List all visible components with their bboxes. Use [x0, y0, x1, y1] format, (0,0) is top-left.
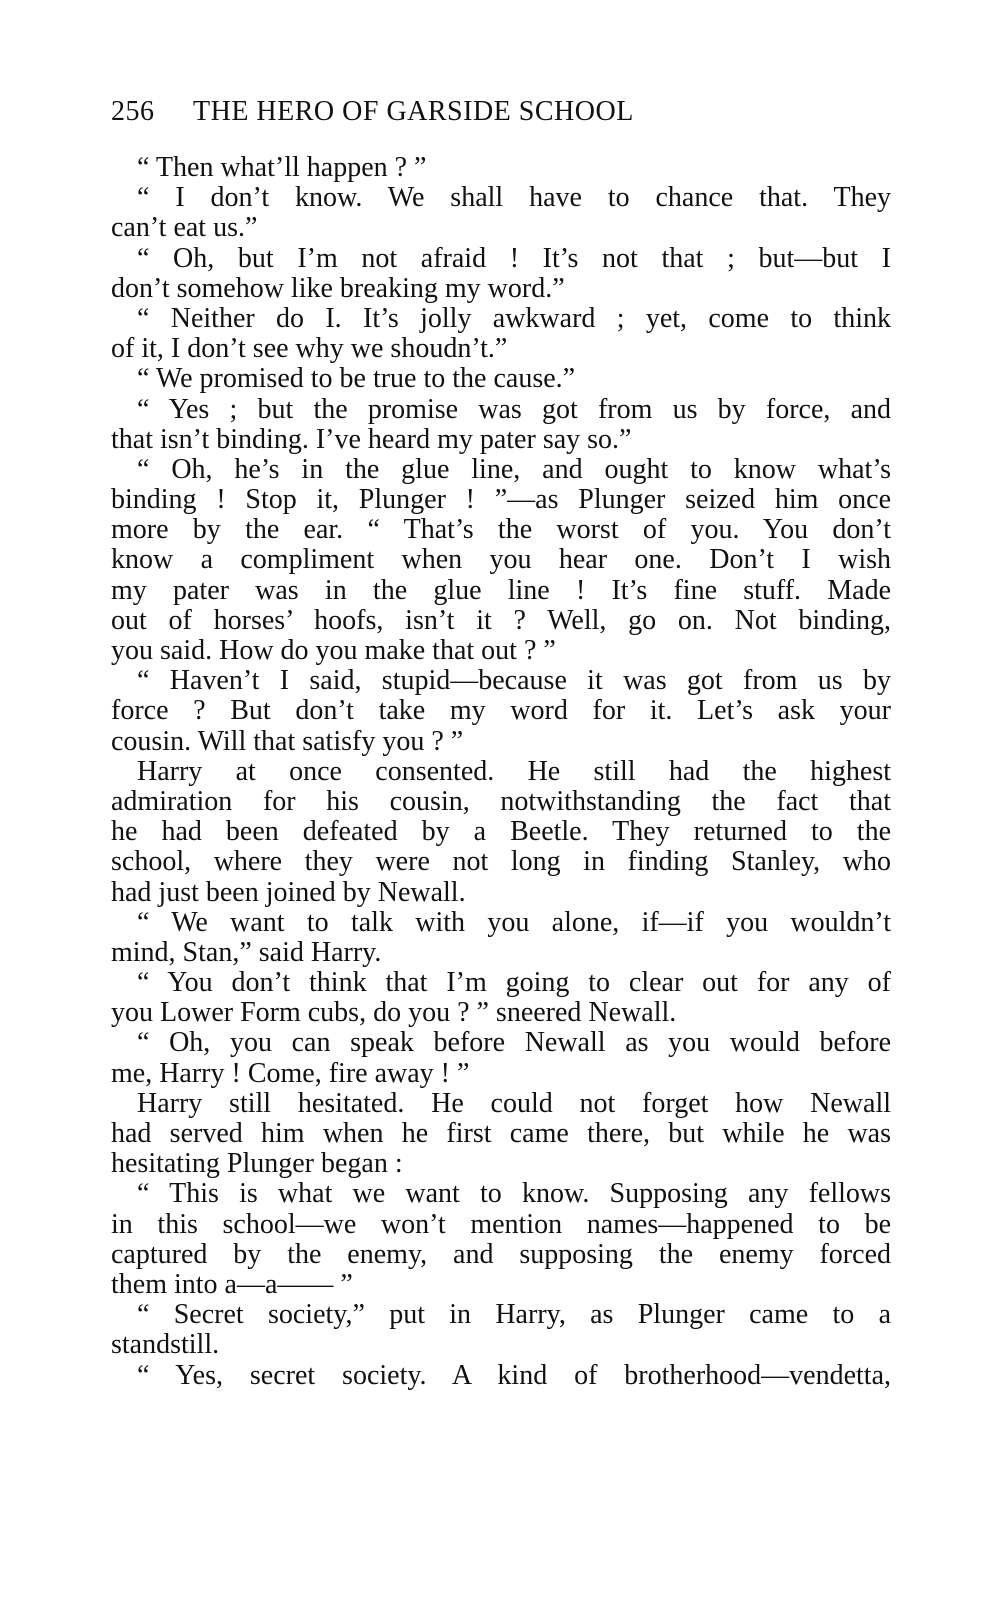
paragraph	[111, 455, 891, 666]
text-line: “ I don’t know. We shall have to chance that. They	[137, 182, 891, 214]
text-line: “ We want to talk with you alone, if—if you wouldn’t	[137, 906, 891, 938]
text-line: “ Yes ; but the promise was got from us by force, and	[137, 393, 891, 425]
paragraph	[111, 1028, 891, 1088]
paragraph	[111, 1300, 891, 1360]
text-line: can’t eat us.”	[111, 212, 258, 244]
text-line: admiration for his cousin, notwithstanding the fact that	[111, 785, 891, 817]
text-line: Harry at once consented. He still had the highest	[137, 755, 891, 787]
text-line: in this school—we won’t mention names—happened to be	[111, 1208, 891, 1240]
paragraph	[111, 244, 891, 304]
text-line: had just been joined by Newall.	[111, 876, 466, 908]
text-line: of it, I don’t see why we shoudn’t.”	[111, 333, 508, 365]
paragraph	[111, 1089, 891, 1180]
text-line: them into a—a—— ”	[111, 1268, 353, 1300]
text-line: binding ! Stop it, Plunger ! ”—as Plunger seized him once	[111, 484, 891, 516]
paragraph	[111, 304, 891, 364]
book-title: THE HERO OF GARSIDE SCHOOL	[193, 96, 634, 127]
page-number: 256	[111, 96, 155, 127]
text-line: standstill.	[111, 1329, 220, 1361]
paragraph	[111, 1361, 891, 1391]
text-line: “ Then what’ll happen ? ”	[137, 152, 427, 183]
text-line: school, where they were not long in finding Stanley, who	[111, 846, 891, 878]
body-text	[111, 153, 891, 1391]
text-line: my pater was in the glue line ! It’s fine stuff. Made	[111, 574, 891, 606]
paragraph	[111, 153, 891, 183]
text-line: he had been defeated by a Beetle. They returned to the	[111, 816, 891, 848]
paragraph	[111, 183, 891, 243]
running-head	[111, 96, 891, 128]
text-line: “ Secret society,” put in Harry, as Plunger came to a	[137, 1299, 891, 1331]
text-line: “ Yes, secret society. A kind of brotherhood—vendetta,	[137, 1359, 891, 1391]
text-line: you Lower Form cubs, do you ? ” sneered Newall.	[111, 997, 677, 1029]
text-line: “ We promised to be true to the cause.”	[137, 363, 576, 395]
text-line: “ Haven’t I said, stupid—because it was got from us by	[137, 665, 891, 697]
paragraph	[111, 364, 891, 394]
text-line: hesitating Plunger began :	[111, 1148, 403, 1180]
text-line: don’t somehow like breaking my word.”	[111, 272, 565, 304]
text-line: that isn’t binding. I’ve heard my pater say so.”	[111, 423, 632, 455]
text-line: “ You don’t think that I’m going to clear out for any of	[137, 967, 891, 999]
text-line: cousin. Will that satisfy you ? ”	[111, 725, 464, 757]
text-line: me, Harry ! Come, fire away ! ”	[111, 1057, 470, 1089]
text-line: out of horses’ hoofs, isn’t it ? Well, go on. Not binding,	[111, 604, 891, 636]
text-line: you said. How do you make that out ? ”	[111, 635, 556, 666]
paragraph	[111, 1179, 891, 1300]
text-line: captured by the enemy, and supposing the enemy forced	[111, 1238, 891, 1270]
text-line: “ Oh, but I’m not afraid ! It’s not that ; but—but I	[137, 242, 891, 274]
text-line: more by the ear. “ That’s the worst of you. You don’t	[111, 514, 891, 546]
text-line: “ This is what we want to know. Supposing any fellows	[137, 1178, 891, 1210]
text-line: force ? But don’t take my word for it. Let’s ask your	[111, 695, 891, 727]
paragraph	[111, 757, 891, 908]
text-line: know a compliment when you hear one. Don’t I wish	[111, 544, 891, 576]
text-line: “ Oh, you can speak before Newall as you would before	[137, 1027, 891, 1059]
paragraph	[111, 666, 891, 757]
text-line: mind, Stan,” said Harry.	[111, 936, 382, 968]
text-line: “ Oh, he’s in the glue line, and ought to know what’s	[137, 453, 891, 485]
text-line: had served him when he first came there, but while he was	[111, 1118, 891, 1149]
text-line: Harry still hesitated. He could not forget how Newall	[137, 1087, 891, 1119]
paragraph	[111, 395, 891, 455]
paragraph	[111, 968, 891, 1028]
paragraph	[111, 908, 891, 968]
text-line: “ Neither do I. It’s jolly awkward ; yet, come to think	[137, 302, 891, 334]
